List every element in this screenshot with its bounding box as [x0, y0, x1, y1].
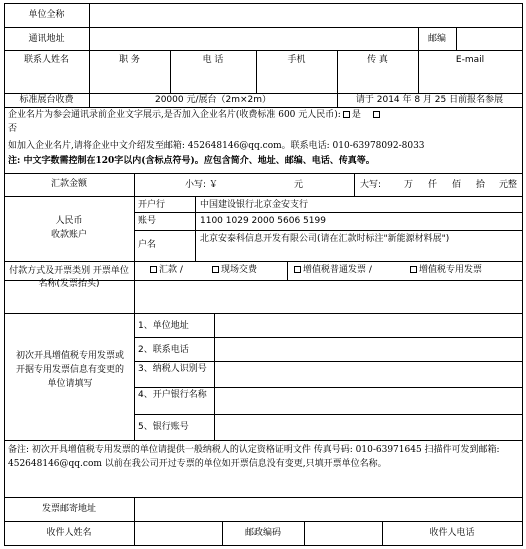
- account-number-value: 1100 1029 2000 5606 5199: [200, 216, 326, 226]
- remit-checkbox[interactable]: [150, 266, 157, 273]
- bank-label: 开户行: [138, 200, 166, 210]
- mobile-label: 手机: [287, 55, 306, 65]
- business-card-note: 企业名片为参会通讯录前企业文字展示,是否加入企业名片(收费标准 600 元人民币): 是: [8, 110, 520, 121]
- contact-input[interactable]: [5, 69, 89, 93]
- postcode-label: 邮编: [427, 34, 446, 44]
- account-label-line1: 人民币: [55, 216, 83, 226]
- invoice-phone-input[interactable]: [215, 338, 522, 361]
- word-limit-note: 注: 中文字数需控制在120字以内(含标点符号)。应包含简介、地址、邮编、电话、传真等。: [8, 156, 375, 166]
- remark-text: 备注: 初次开具增值税专用发票的单位请提供一般纳税人的认定资格证明文件 传真号码: 010-63971645 扫描件可发到邮箱: 452648146@qq.com 以前在我公司开过专票的单位如开票信息没有变更,只填开票单位名称。: [8, 445, 500, 469]
- postcode-input[interactable]: [457, 28, 522, 50]
- mailing-address-label: 发票邮寄地址: [41, 504, 96, 514]
- remit-big-unit-3: 拾: [476, 180, 486, 190]
- invoice-bank-input[interactable]: [215, 388, 522, 414]
- email-label: E-mail: [455, 55, 485, 65]
- remit-amount-label: 汇款金额: [50, 179, 87, 189]
- special-invoice-checkbox[interactable]: [410, 266, 417, 273]
- remit-big-label: 大写:: [360, 180, 382, 190]
- company-name-label: 单位全称: [28, 10, 65, 20]
- remit-big-unit-0: 万: [404, 180, 414, 190]
- booth-price: 20000 元/展台（2m×2m）: [154, 95, 272, 105]
- recipient-name-input[interactable]: [135, 522, 222, 545]
- company-name-input[interactable]: [90, 4, 522, 27]
- invoice-field-account: 5、银行账号: [138, 422, 189, 432]
- email-input[interactable]: [419, 69, 522, 93]
- account-label-line2: 收款账户: [50, 230, 87, 240]
- invoice-title-input[interactable]: [135, 281, 522, 313]
- recipient-postcode-label: 邮政编码: [244, 528, 281, 538]
- recipient-phone-label: 收件人电话: [429, 528, 475, 538]
- address-label: 通讯地址: [28, 34, 65, 44]
- mobile-input[interactable]: [257, 69, 337, 93]
- mailing-address-input[interactable]: [135, 498, 522, 521]
- invoice-account-input[interactable]: [215, 415, 522, 440]
- remit-small-label: 小写: ￥: [185, 180, 218, 190]
- account-holder-label: 户名: [138, 240, 157, 250]
- payment-option-onsite[interactable]: 现场交费: [210, 265, 257, 276]
- position-input[interactable]: [90, 69, 170, 93]
- invoice-field-bank: 4、开户银行名称: [138, 390, 207, 400]
- invoice-option-normal[interactable]: 增值税普通发票 /: [292, 265, 372, 276]
- invoice-field-taxid: 3、纳税人识别号: [138, 364, 207, 374]
- no-checkbox[interactable]: [373, 111, 380, 118]
- remit-small-unit: 元: [294, 180, 304, 190]
- onsite-checkbox[interactable]: [212, 266, 219, 273]
- invoice-taxid-input[interactable]: [215, 362, 522, 387]
- normal-invoice-checkbox[interactable]: [294, 266, 301, 273]
- invoice-field-phone: 2、联系电话: [138, 345, 189, 355]
- fax-input[interactable]: [338, 69, 418, 93]
- remit-big-unit-4: 元整: [499, 180, 518, 190]
- fax-label: 传 真: [367, 55, 388, 65]
- booth-deadline: 请于 2014 年 8 月 25 日前报名参展: [355, 95, 504, 105]
- account-number-label: 账号: [138, 216, 157, 226]
- card-submit-note: 如加入企业名片,请将企业中文介绍发至邮箱: 452648146@qq.com。联系电话: 010-63978092-8033: [8, 141, 425, 151]
- invoice-address-input[interactable]: [215, 314, 522, 337]
- payment-option-remit[interactable]: 汇款 /: [148, 265, 183, 276]
- recipient-postcode-input[interactable]: [305, 522, 382, 545]
- booth-fee-label: 标准展台收费: [19, 95, 74, 105]
- registration-form: [4, 3, 523, 546]
- invoice-option-special[interactable]: 增值税专用发票: [408, 265, 482, 276]
- position-label: 职 务: [119, 55, 140, 65]
- phone-input[interactable]: [171, 69, 256, 93]
- invoice-field-address: 1、单位地址: [138, 321, 189, 331]
- remit-big-unit-1: 仟: [428, 180, 438, 190]
- account-holder-value: 北京安泰科信息开发有限公司(请在汇款时标注"新能源材料展"): [200, 234, 450, 244]
- remit-big-unit-2: 佰: [452, 180, 462, 190]
- bank-value: 中国建设银行北京金安支行: [200, 200, 309, 210]
- address-input[interactable]: [90, 28, 418, 50]
- contact-label: 联系人姓名: [23, 55, 69, 65]
- invoice-section-label: 初次开具增值税专用发票或开据专用发票信息有变更的单位请填写: [15, 351, 124, 389]
- phone-label: 电 话: [202, 55, 224, 65]
- no-option-label: 否: [8, 124, 18, 134]
- recipient-name-label: 收件人姓名: [46, 528, 92, 538]
- yes-checkbox[interactable]: [343, 111, 350, 118]
- payment-method-label: 付款方式及开票类别 开票单位名称(发票抬头): [9, 266, 129, 289]
